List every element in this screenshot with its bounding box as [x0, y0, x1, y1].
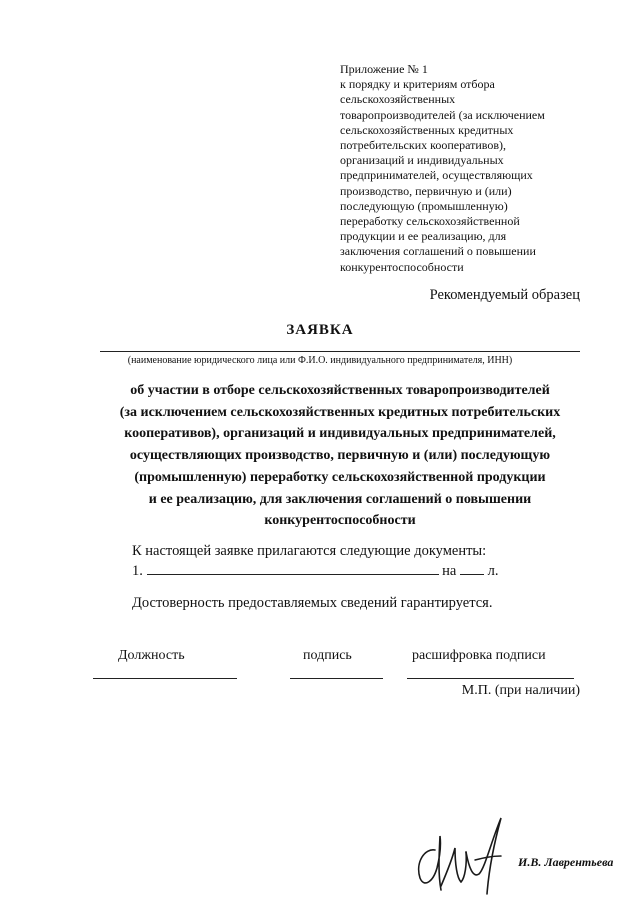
appendix-line: переработку сельскохозяйственной — [340, 214, 520, 229]
sample-label: Рекомендуемый образец — [429, 287, 580, 303]
appendix-line: сельскохозяйственных кредитных — [340, 122, 514, 137]
signature-decoding-line — [407, 678, 574, 679]
appendix-line: производство, первичную и (или) — [340, 183, 512, 198]
subject-line: (промышленную) переработку сельскохозяйственной продукции — [134, 469, 546, 485]
applicant-name-line — [100, 351, 580, 352]
appendix-line: товаропроизводителей (за исключением — [340, 107, 545, 122]
subject-line: кооперативов), организаций и индивидуальных предпринимателей, — [124, 426, 556, 442]
appendix-line: конкурентоспособности — [340, 259, 464, 274]
appendix-line: продукции и ее реализацию, для — [340, 229, 507, 244]
subject-line: и ее реализацию, для заключения соглашений о повышении — [148, 491, 532, 507]
appendix-line: потребительских кооперативов), — [340, 138, 507, 153]
appendix-line: к порядку и критериям отбора — [340, 77, 495, 92]
signature-decoding-label: расшифровка подписи — [412, 648, 546, 663]
appendix-line: последующую (промышленную) — [340, 198, 508, 213]
signature-label: подпись — [303, 648, 352, 663]
subject-line: (за исключением сельскохозяйственных кредитных потребительских — [119, 404, 561, 420]
appendix-line: предпринимателей, осуществляющих — [340, 168, 533, 183]
document-item-1 — [132, 560, 498, 580]
handwritten-signature — [405, 812, 515, 897]
subject-line: конкурентоспособности — [264, 513, 416, 529]
appendix-line: Приложение № 1 — [340, 62, 428, 76]
document-name-blank — [147, 560, 439, 575]
signer-name: И.В. Лаврентьева — [518, 855, 614, 869]
guarantee-statement: Достоверность предоставляемых сведений гарантируется. — [132, 595, 493, 611]
document-on-label: на — [442, 563, 457, 579]
document-item-number: 1. — [132, 563, 143, 579]
document-title: ЗАЯВКА — [286, 322, 354, 338]
appendix-line: заключения соглашений о повышении — [340, 244, 536, 259]
application-subject — [85, 380, 595, 532]
appendix-line: сельскохозяйственных — [340, 92, 456, 107]
appendix-header — [340, 62, 600, 275]
position-label: Должность — [118, 648, 185, 663]
documents-intro: К настоящей заявке прилагаются следующие документы: — [132, 543, 487, 559]
page-count-blank — [460, 560, 484, 575]
document-pages-label: л. — [487, 563, 499, 579]
stamp-label: М.П. (при наличии) — [461, 683, 580, 698]
applicant-name-caption: (наименование юридического лица или Ф.И.О. индивидуального предпринимателя, ИНН) — [127, 355, 513, 366]
position-line — [93, 678, 237, 679]
subject-line: осуществляющих производство, первичную и (или) последующую — [129, 448, 551, 464]
signature-line — [290, 678, 383, 679]
subject-line: об участии в отборе сельскохозяйственных товаропроизводителей — [130, 383, 550, 398]
appendix-line: организаций и индивидуальных — [340, 153, 504, 168]
